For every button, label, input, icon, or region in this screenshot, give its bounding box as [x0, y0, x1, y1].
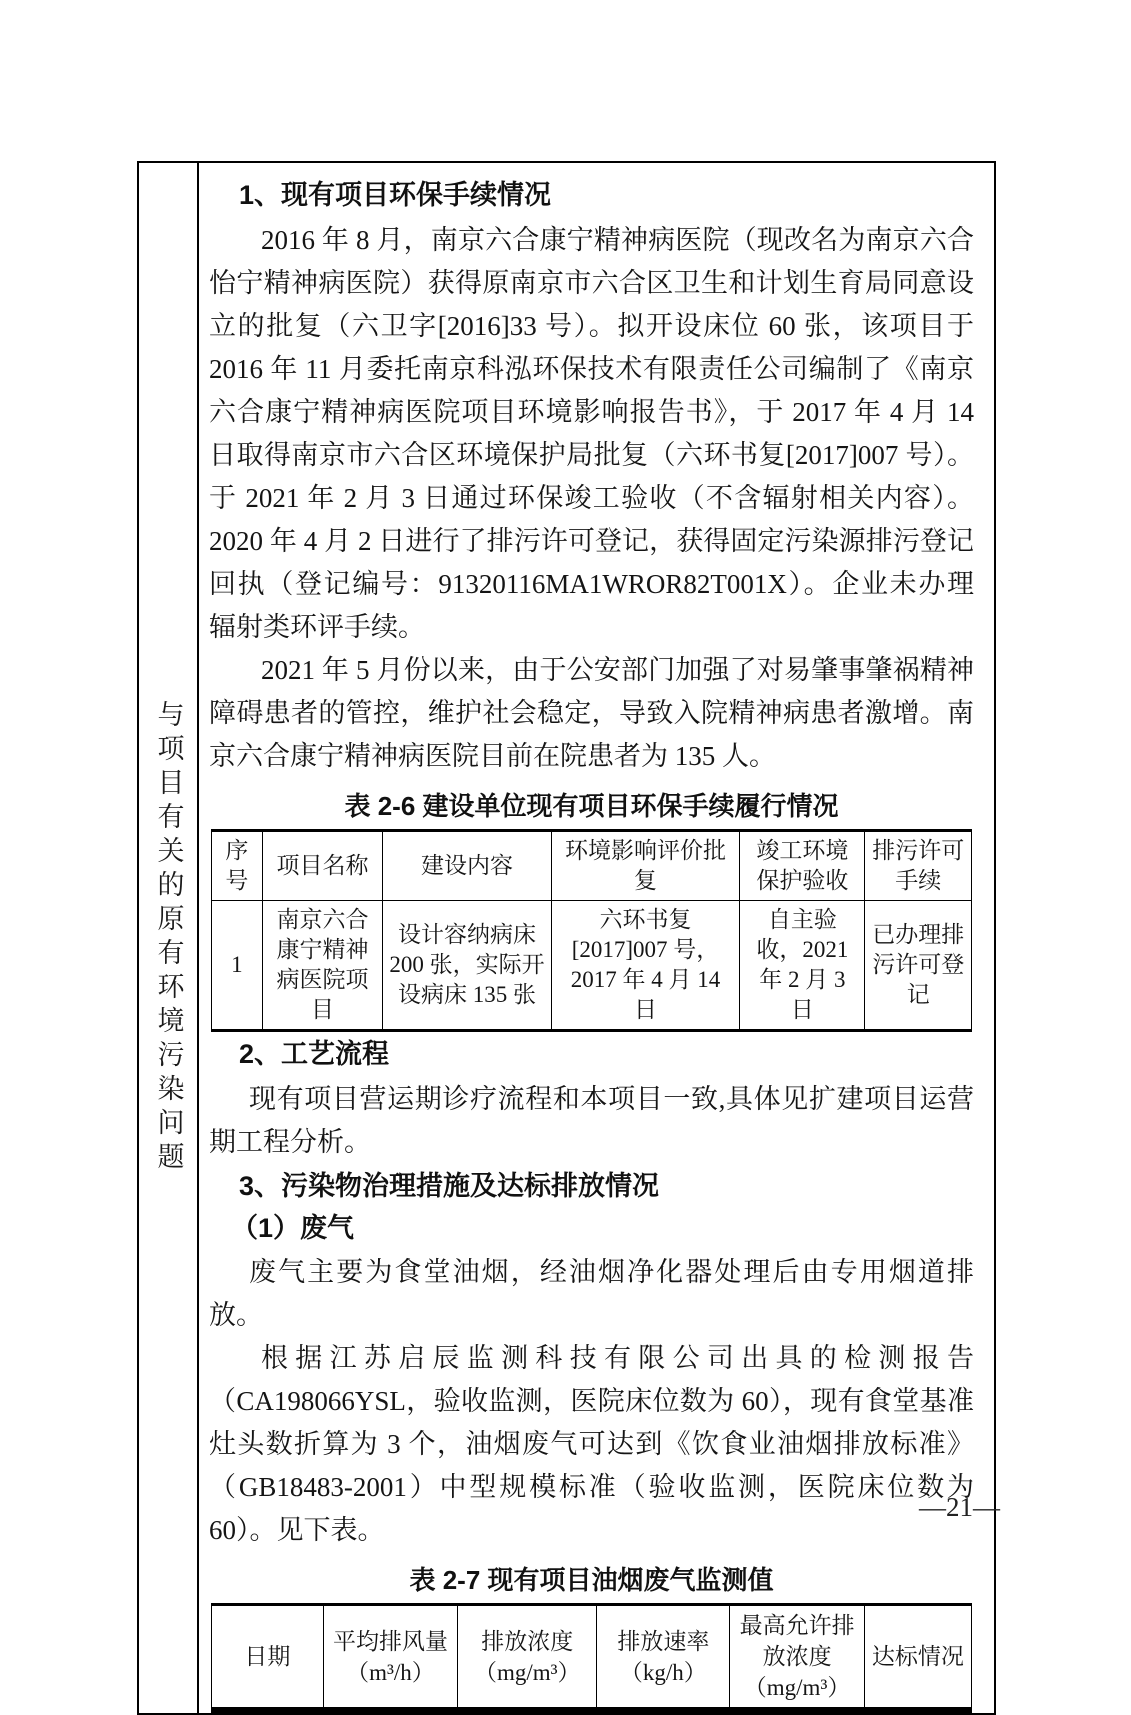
cell-discharge-permit: 已办理排污许可登记 — [865, 901, 972, 1031]
paragraph-monitoring-report: 根据江苏启辰监测科技有限公司出具的检测报告（CA198066YSL，验收监测，医院床位数为 60），现有食堂基准灶头数折算为 3 个，油烟废气可达到《饮食业油烟排放标准》（GB18483-2001）中型规模标准（验收监测，医院床位数为 60）。见下表。 — [209, 1343, 974, 1545]
col-header-construction-content: 建设内容 — [383, 831, 551, 901]
section-heading-2: 2、工艺流程 — [239, 1039, 390, 1069]
col-header-index: 序号 — [212, 831, 263, 901]
row-label-column — [139, 163, 199, 1713]
col-header-emission-rate: 排放速率 （kg/h） — [597, 1605, 730, 1711]
table-2-6-header-row — [212, 831, 972, 901]
col-header-compliance-status: 达标情况 — [864, 1605, 971, 1711]
col-header-project-name: 项目名称 — [262, 831, 383, 901]
cell-project-name: 南京六合康宁精神病医院项目 — [262, 901, 383, 1031]
page-number: —21— — [919, 1492, 1000, 1522]
main-content — [199, 163, 994, 1713]
col-header-max-allowed-concentration: 最高允许排 放浓度 （mg/m³） — [730, 1605, 865, 1711]
table-2-6-caption: 表 2-6 建设单位现有项目环保手续履行情况 — [344, 791, 839, 821]
subsection-heading-waste-gas: （1）废气 — [231, 1213, 355, 1243]
table-2-6 — [211, 829, 972, 1032]
cell-completion-acceptance: 自主验收，2021 年 2 月 3 日 — [740, 901, 865, 1031]
table-2-7-header-row — [212, 1605, 972, 1711]
form-outer-box — [137, 161, 996, 1715]
row-label-text: 与项目有关的原有环境污染问题 — [153, 700, 184, 1176]
col-header-completion-acceptance: 竣工环境保护验收 — [740, 831, 865, 901]
col-header-discharge-permit: 排污许可手续 — [865, 831, 972, 901]
col-header-avg-exhaust-volume: 平均排风量 （m³/h） — [323, 1605, 458, 1711]
col-header-date: 日期 — [212, 1605, 324, 1711]
col-header-emission-concentration: 排放浓度 （mg/m³） — [458, 1605, 597, 1711]
paragraph-waste-gas-summary: 废气主要为食堂油烟，经油烟净化器处理后由专用烟道排放。 — [209, 1257, 974, 1330]
cell-index: 1 — [212, 901, 263, 1031]
paragraph-patient-increase: 2021 年 5 月份以来，由于公安部门加强了对易肇事肇祸精神障碍患者的管控，维护社会稳定，导致入院精神病患者激增。南京六合康宁精神病医院目前在院患者为 135 人。 — [209, 655, 974, 771]
cell-eia-approval: 六环书复[2017]007 号，2017 年 4 月 14 日 — [551, 901, 740, 1031]
table-2-7 — [211, 1603, 972, 1713]
col-header-eia-approval: 环境影响评价批复 — [551, 831, 740, 901]
section-heading-1: 1、现有项目环保手续情况 — [239, 180, 552, 210]
cell-construction-content: 设计容纳病床 200 张，实际开设病床 135 张 — [383, 901, 551, 1031]
paragraph-process-flow: 现有项目营运期诊疗流程和本项目一致,具体见扩建项目运营期工程分析。 — [209, 1084, 974, 1157]
table-row — [212, 901, 972, 1031]
section-heading-3: 3、污染物治理措施及达标排放情况 — [239, 1171, 660, 1201]
paragraph-project-history: 2016 年 8 月，南京六合康宁精神病医院（现改名为南京六合怡宁精神病医院）获得原南京市六合区卫生和计划生育局同意设立的批复（六卫字[2016]33 号）。拟开设床位 60 张，该项目于 2016 年 11 月委托南京科泓环保技术有限责任公司编制了《南京六合康宁精神病医院项目环境影响报告书》，于 2017 年 4 月 14 日取得南京市六合区环境保护局批复（六环书复[2017]007 号）。于 2021 年 2 月 3 日通过环保竣工验收（不含辐射相关内容）。2020 年 4 月 2 日进行了排污许可登记，获得固定污染源排污登记回执（登记编号：91320116MA1WROR82T001X）。企业未办理辐射类环评手续。 — [209, 225, 974, 642]
table-2-7-caption: 表 2-7 现有项目油烟废气监测值 — [409, 1565, 774, 1595]
